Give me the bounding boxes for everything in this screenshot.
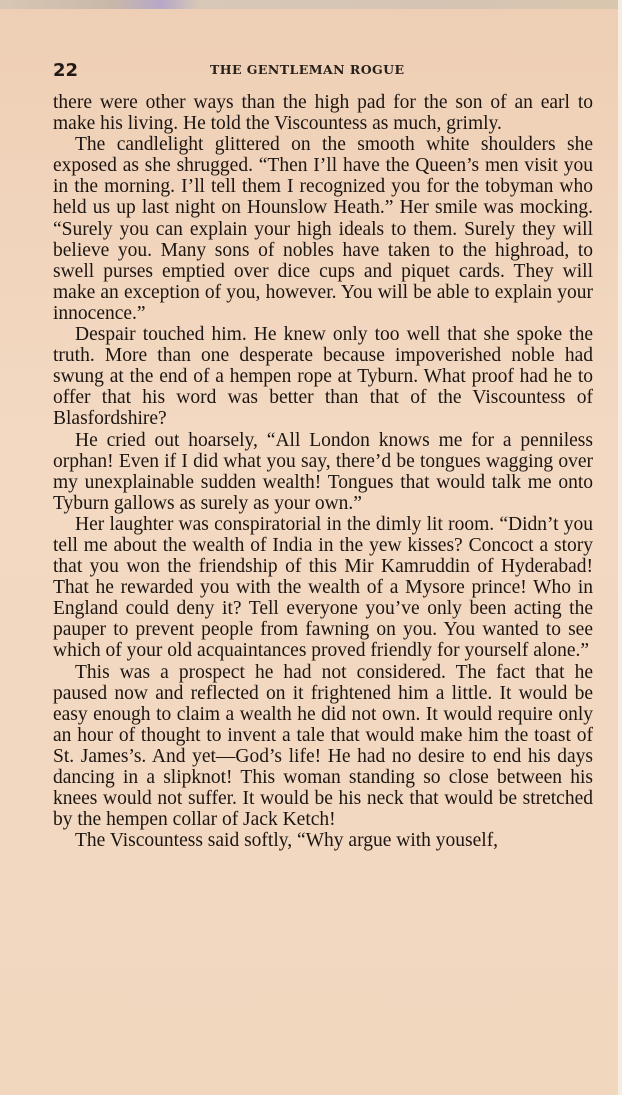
paragraph-4: He cried out hoarsely, “All London knows me for a penniless orphan! Even if I did what you say, there’d be tongues wagging over my unexplainable sudden wealth! Tongues that would talk me onto Tyburn gallows as surely as your own.” bbox=[53, 429, 593, 514]
paragraph-6: This was a prospect he had not considered. The fact that he paused now and reflected on it frightened him a little. It would be easy enough to claim a wealth he did not own. It would require only an hour of thought to invent a tale that would make him the toast of St. James’s. And yet—God’s life! He had no desire to end his days dancing in a slipknot! This woman standing so close between his knees would not suffer. It would be his neck that would be stretched by the hempen collar of Jack Ketch! bbox=[53, 661, 593, 831]
page-number: 22 bbox=[53, 60, 79, 81]
running-title: THE GENTLEMAN ROGUE bbox=[210, 62, 405, 77]
body-text bbox=[53, 92, 593, 851]
paragraph-5: Her laughter was conspiratorial in the dimly lit room. “Didn’t you tell me about the wealth of India in the yew kisses? Concoct a story that you won the friendship of this Mir Kamruddin of Hyderabad! That he rewarded you with the wealth of a Mysore prince! Who in England could deny it? Tell everyone you’ve only been acting the pauper to prevent people from fawning on you. You wanted to see which of your old acquaintances proved friendly for yourself alone.” bbox=[53, 513, 593, 662]
page-header bbox=[53, 59, 593, 85]
paragraph-7: The Viscountess said softly, “Why argue with youself, bbox=[75, 830, 499, 852]
top-edge-strip bbox=[0, 0, 622, 9]
paragraph-3: Despair touched him. He knew only too well that she spoke the truth. More than one desperate because impoverished noble had swung at the end of a hempen rope at Tyburn. What proof had he to offer that his word was better than that of the Viscountess of Blasfordshire? bbox=[53, 324, 593, 430]
paragraph-2: The candlelight glittered on the smooth white shoulders she exposed as she shrugged. “Then I’ll have the Queen’s men visit you in the morning. I’ll tell them I recognized you for the tobyman who held us up last night on Hounslow Heath.” Her smile was mocking. “Surely you can explain your high ideals to them. Surely they will believe you. Many sons of nobles have taken to the highroad, to swell purses emptied over dice cups and piquet cards. They will make an exception of you, however. You will be able to explain your innocence.” bbox=[53, 134, 593, 324]
paragraph-1: there were other ways than the high pad for the son of an earl to make his living. He told the Viscountess as much, grimly. bbox=[53, 92, 593, 135]
page-right-edge bbox=[618, 0, 622, 1095]
